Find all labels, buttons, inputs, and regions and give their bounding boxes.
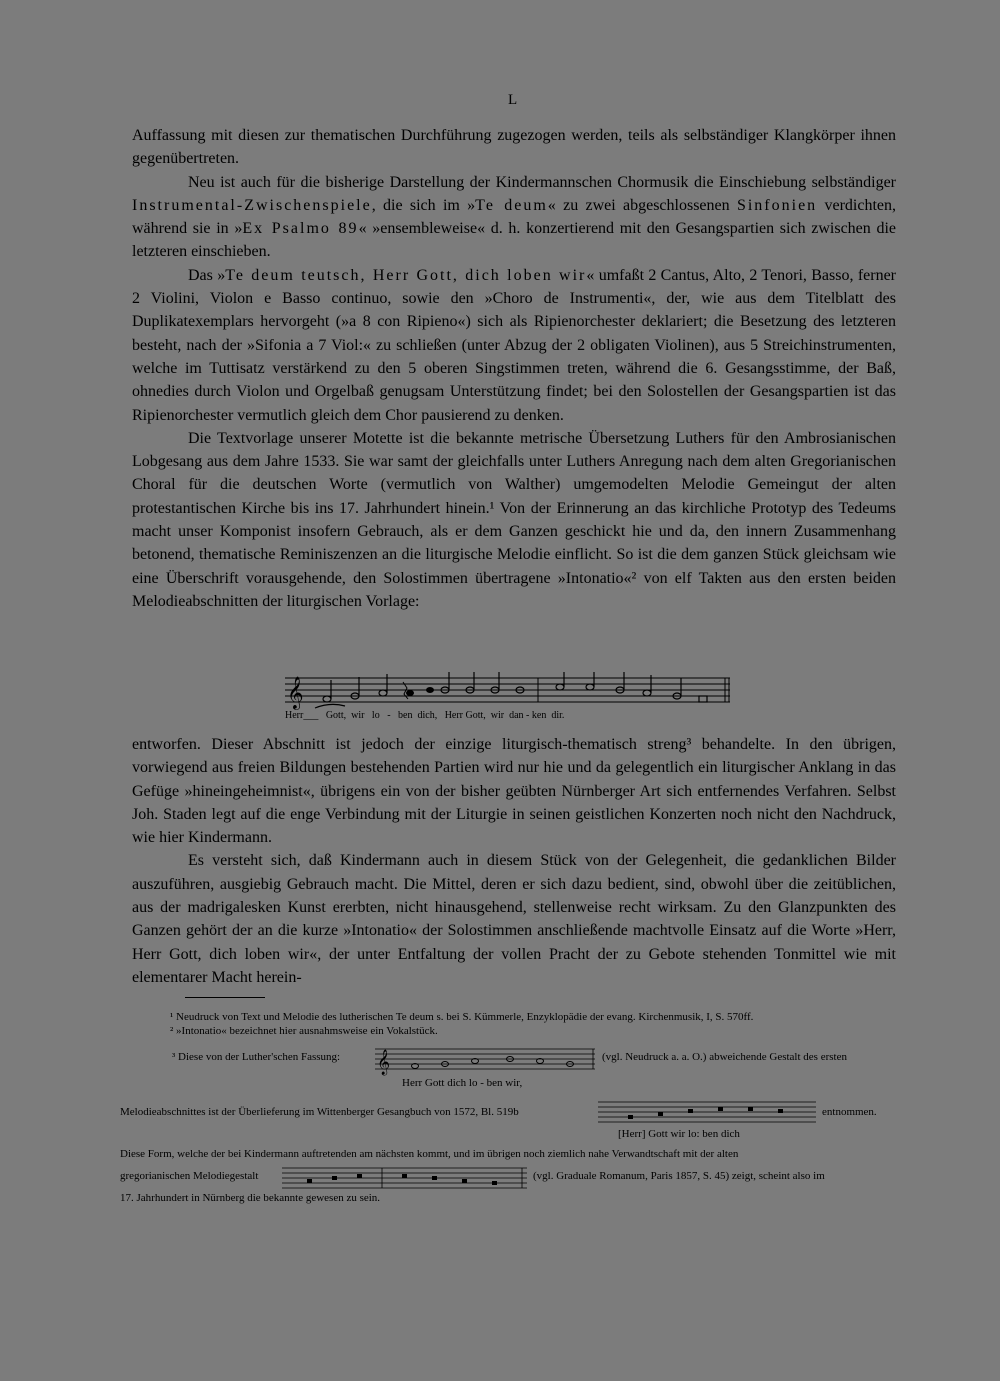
paragraph-6: Es versteht sich, daß Kindermann auch in diesem Stück von der Gelegenheit, die gedanklichen Bilder auszuführen, ausgiebig Gebrauch macht. Die Mittel, deren er sich dazu bedient, sind, obwohl über die zeitüblichen, aus der madrigalesken Kunst ererbten, nicht hinausgehend, stellenweise recht wirksam. Zu den Glanzpunkten des Ganzen gehört der an die kurze »Intonatio« der Solostimmen anschließende machtvolle Einsatz auf die Worte »Herr, Herr Gott, dich loben wir«, der unter Entfaltung der vollen Pracht der zu Gebote stehenden Tonmittel wie mit elementarer Macht herein- — [132, 852, 896, 986]
paragraph-1: Auffassung mit diesen zur thematischen Durchführung zugezogen werden, teils als selbständiger Klangkörper ihnen gegenübertreten. — [132, 127, 896, 168]
footnote-3-line-2: Melodieabschnittes ist der Überlieferung im Wittenberger Gesangbuch von 1572, Bl. 519b — [120, 1106, 519, 1118]
footnote-3-lyrics-2: [Herr] Gott wir lo: ben dich — [618, 1128, 740, 1140]
footnote-staff-2 — [598, 1098, 816, 1128]
music-example — [285, 672, 730, 726]
footnote-3-line-3: Diese Form, welche der bei Kindermann auftretenden am nächsten kommt, und im übrigen noch ziemlich nahe Verwandtschaft mit der alten — [120, 1148, 739, 1160]
paragraph-3: Das »Te deum teutsch, Herr Gott, dich loben wir« umfaßt 2 Cantus, Alto, 2 Tenori, Basso, ferner 2 Violini, Violon e Basso continuo, sowie den »Choro de Instrumenti«, der, wie aus dem Titelblatt des Duplikatexemplars hervorgeht (»a 8 con Ripieno«) sich als Ripienorchester deklariert; die Besetzung des letzteren besteht, nach der »Sifonia a 7 Viol:« zu schließen (unter Abzug der 2 obligaten Violinen), aus 5 Streichinstrumenten, welche im Tuttisatz verstärkend zu den 5 oberen Singstimmen treten, während die 6. Gesangsstimme, der Baß, ohnedies durch Violon und Orgelbaß genugsam Unterstützung findet; bei den Solostellen der Gesangspartien ist das Ripienorchester vermutlich gleich dem Chor pausierend zu denken. — [132, 266, 896, 424]
footnote-3-line-2-end: entnommen. — [822, 1106, 877, 1118]
footnote-1: ¹ Neudruck von Text und Melodie des lutherischen Te deum s. bei S. Kümmerle, Enzyklopädie der evang. Kirchenmusik, I, S. 570ff. — [170, 1011, 754, 1023]
footnote-3-after: (vgl. Neudruck a. a. O.) abweichende Gestalt des ersten — [602, 1051, 847, 1063]
footnote-3-line-4-end: (vgl. Graduale Romanum, Paris 1857, S. 45) zeigt, scheint also im — [533, 1170, 825, 1182]
footnote-3-lyrics: Herr Gott dich lo - ben wir, — [402, 1077, 523, 1089]
emphasis-title: Te deum teutsch, Herr Gott, dich loben wir — [225, 266, 587, 284]
emphasis-sinfonien: Sinfonien — [736, 196, 818, 214]
body-text-bottom — [132, 733, 896, 989]
footnote-rule — [185, 997, 265, 998]
treble-clef-icon: 𝄞 — [287, 676, 304, 709]
footnote-3-line-5: 17. Jahrhundert in Nürnberg die bekannte gewesen zu sein. — [120, 1192, 381, 1204]
paragraph-4: Die Textvorlage unserer Motette ist die bekannte metrische Übersetzung Luthers für den Ambrosianischen Lobgesang aus dem Jahre 1533. Sie war samt der gleichfalls unter Luthers Anregung nach dem alten Gregorianischen Choral für die deutschen Worte (vermutlich von Walther) umgemodelten Melodie Gemeingut der alten protestantischen Kirche bis ins 17. Jahrhundert hinein.¹ Von der Erinnerung an das kirchliche Prototyp des Tedeums macht unser Komponist insofern Gebrauch, als er dem Ganzen geschickt hie und da, den innern Zusammenhang betonend, thematische Reminiszenzen an die liturgische Melodie einflicht. So ist die dem ganzen Stück gleichsam wie eine Überschrift vorausgehende, den Solostimmen übertragene »Intonatio«² von elf Takten aus den ersten beiden Melodieabschnitten der liturgischen Vorlage: — [132, 429, 896, 610]
emphasis-instrumental: Instrumental-Zwischenspiele — [132, 196, 372, 214]
footnote-3-line-4: gregorianischen Melodiegestalt — [120, 1170, 259, 1182]
page-number: L — [508, 92, 518, 108]
footnote-staff-1 — [375, 1044, 595, 1078]
footnote-2: ² »Intonatio« bezeichnet hier ausnahmsweise ein Vokalstück. — [170, 1025, 438, 1037]
footnote-3-label: ³ Diese von der Luther'schen Fassung: — [172, 1051, 341, 1063]
body-text-top — [132, 124, 896, 613]
music-staff — [285, 672, 730, 712]
emphasis-ex-psalmo: Ex Psalmo 89 — [242, 220, 359, 238]
footnotes — [170, 1010, 890, 1038]
paragraph-5: entworfen. Dieser Abschnitt ist jedoch der einzige liturgisch-thematisch streng³ behandelte. In den übrigen, vorwiegend aus freien Bildungen bestehenden Partien wird nur hie und da gelegentlich ein liturgischer Anklang in das Gefüge »hineingeheimnist«, übrigens ein von der bisher geübten Nürnberger Art sich entfernendes Verfahren. Selbst Joh. Staden legt auf die enge Verbindung mit der Liturgie in seinen geistlichen Konzerten noch nicht den Nachdruck, wie hier Kindermann. — [132, 736, 896, 847]
footnote-staff-3 — [282, 1164, 527, 1190]
treble-clef-icon: 𝄞 — [377, 1050, 391, 1075]
emphasis-te-deum: Te deum — [475, 196, 548, 214]
music-lyrics: Herr___ Gott, wir lo - ben dich, Herr Gott, wir dan - ken dir. — [285, 710, 565, 721]
paragraph-2: Neu ist auch für die bisherige Darstellung der Kindermannschen Chormusik die Einschiebung selbständiger Instrumental-Zwischenspiele, die sich im »Te deum« zu zwei abgeschlossenen Sinfonien verdichten, während sie in »Ex Psalmo 89« »ensembleweise« d. h. konzertierend mit den Gesangspartien sich zwischen die letzteren einschieben. — [132, 173, 897, 261]
